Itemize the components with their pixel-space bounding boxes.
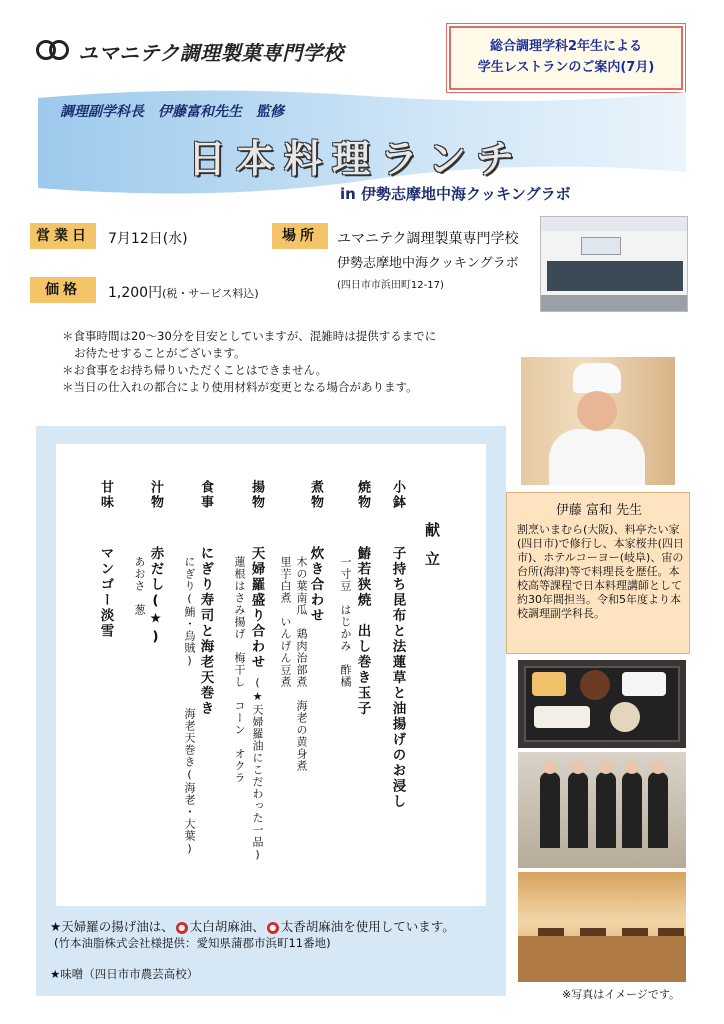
menu-dish-detail: あおさ 葱 <box>133 556 146 616</box>
menu-category: 揚物 <box>249 480 264 510</box>
students-photo <box>518 752 686 868</box>
restaurant-photo <box>518 872 686 982</box>
menu-dish-detail: 一寸豆 はじかみ 酢橘 <box>339 556 352 688</box>
menu-category: 甘味 <box>98 480 113 510</box>
notice-line2: 学生レストランのご案内(7月) <box>477 60 655 75</box>
brand-mark-icon: ● <box>267 922 279 934</box>
oil-item2: 太香胡麻油を使用しています。 <box>280 919 455 934</box>
menu-dish: 天婦羅盛り合わせ <box>248 546 265 670</box>
menu-dish: 炊き合わせ <box>307 546 324 624</box>
note-item: ＊食事時間は20～30分を目安としていますが、混雑時は提供するまでに <box>62 329 437 343</box>
oil-supplier: (竹本油脂株式会社様提供：愛知県蒲郡市浜町11番地) <box>54 936 331 950</box>
miso-note: ★味噌（四日市市農芸高校） <box>50 967 199 981</box>
logo-mark-icon <box>36 40 72 62</box>
page-title: 日本料理ランチ <box>188 136 525 181</box>
date-value: 7月12日(水) <box>108 231 188 247</box>
menu-dish: にぎり寿司と海老天巻き <box>197 546 214 717</box>
lunch-photo <box>518 660 686 748</box>
menu-dish-detail: 海老天巻き(海老・大葉) <box>183 708 196 856</box>
price-amount: 1,200円 <box>108 285 163 301</box>
venue-subtitle: in 伊勢志摩地中海クッキングラボ <box>340 185 571 203</box>
chef-photo <box>521 357 675 485</box>
menu-dish: 鰆若狭焼 出し巻き玉子 <box>354 546 371 717</box>
menu-title: 献立 <box>423 522 441 580</box>
place-line2: 伊勢志摩地中海クッキングラボ <box>337 256 519 271</box>
supervisor-text: 調理副学科長 伊藤富和先生 監修 <box>60 104 284 120</box>
note-item: ＊お食事をお持ち帰りいただくことはできません。 <box>62 363 328 377</box>
menu-category: 汁物 <box>148 480 163 510</box>
price-label: 価格 <box>30 277 96 303</box>
menu-dish-detail: にぎり(鮪・烏賊) <box>183 556 196 668</box>
date-label: 営業日 <box>30 223 96 249</box>
place-line1: ユマニテク調理製菓専門学校 <box>337 231 519 247</box>
chef-name: 伊藤 富和 先生 <box>555 503 643 518</box>
logo-text: ユマニテク調理製菓専門学校 <box>78 40 344 65</box>
menu-category: 食事 <box>198 480 213 510</box>
note-item: ＊当日の仕入れの都合により使用材料が変更となる場合があります。 <box>62 380 418 394</box>
brand-mark-icon: ● <box>176 922 188 934</box>
oil-note-prefix: ★天婦羅の揚げ油は、 <box>50 919 174 934</box>
menu-category: 焼物 <box>355 480 370 510</box>
place-line3: (四日市市浜田町12-17) <box>337 280 444 291</box>
menu-dish: 赤だし(★) <box>147 546 164 647</box>
menu-dish-note: (★天婦羅油にこだわった一品) <box>251 676 264 862</box>
oil-note <box>50 917 455 935</box>
menu-dish-detail: 里芋白煮 いんげん豆煮 <box>279 556 292 688</box>
price-note: (税・サービス料込) <box>162 287 259 300</box>
menu-category: 煮物 <box>308 480 323 510</box>
school-logo <box>36 36 344 66</box>
menu-dish-detail: 蓮根はさみ揚げ 梅干し コーン オクラ <box>233 556 246 784</box>
chef-bio: 割烹いまむら(大阪)、料亭たい家(四日市)で修行し、本家桜井(四日市)、ホテルコーヨー(岐阜)、宙の台所(海津)等で料理長を歴任。本校高等課程で日本料理講師として約30年間担当。令和5年度より本校調理副学科長。 <box>517 523 684 620</box>
notes-list <box>62 328 436 396</box>
menu-dish: マンゴー淡雪 <box>97 546 114 639</box>
notice-box <box>449 26 683 90</box>
chef-profile-card <box>506 492 690 654</box>
note-item: お待たせすることがございます。 <box>74 346 246 360</box>
notice-line1: 総合調理学科2年生による <box>489 39 643 55</box>
menu-dish-detail: 木の葉南瓜 鶏肉治部煮 海老の黄身煮 <box>295 556 308 772</box>
building-photo <box>540 216 688 312</box>
place-label: 場所 <box>272 223 328 249</box>
menu-dish: 子持ち昆布と法蓮草と油揚げのお浸し <box>389 546 406 810</box>
menu-category: 小鉢 <box>390 480 405 510</box>
oil-item1: 太白胡麻油、 <box>189 919 265 934</box>
price-value <box>108 282 259 302</box>
photo-caption: ※写真はイメージです。 <box>562 988 681 1001</box>
menu-card <box>56 444 486 906</box>
